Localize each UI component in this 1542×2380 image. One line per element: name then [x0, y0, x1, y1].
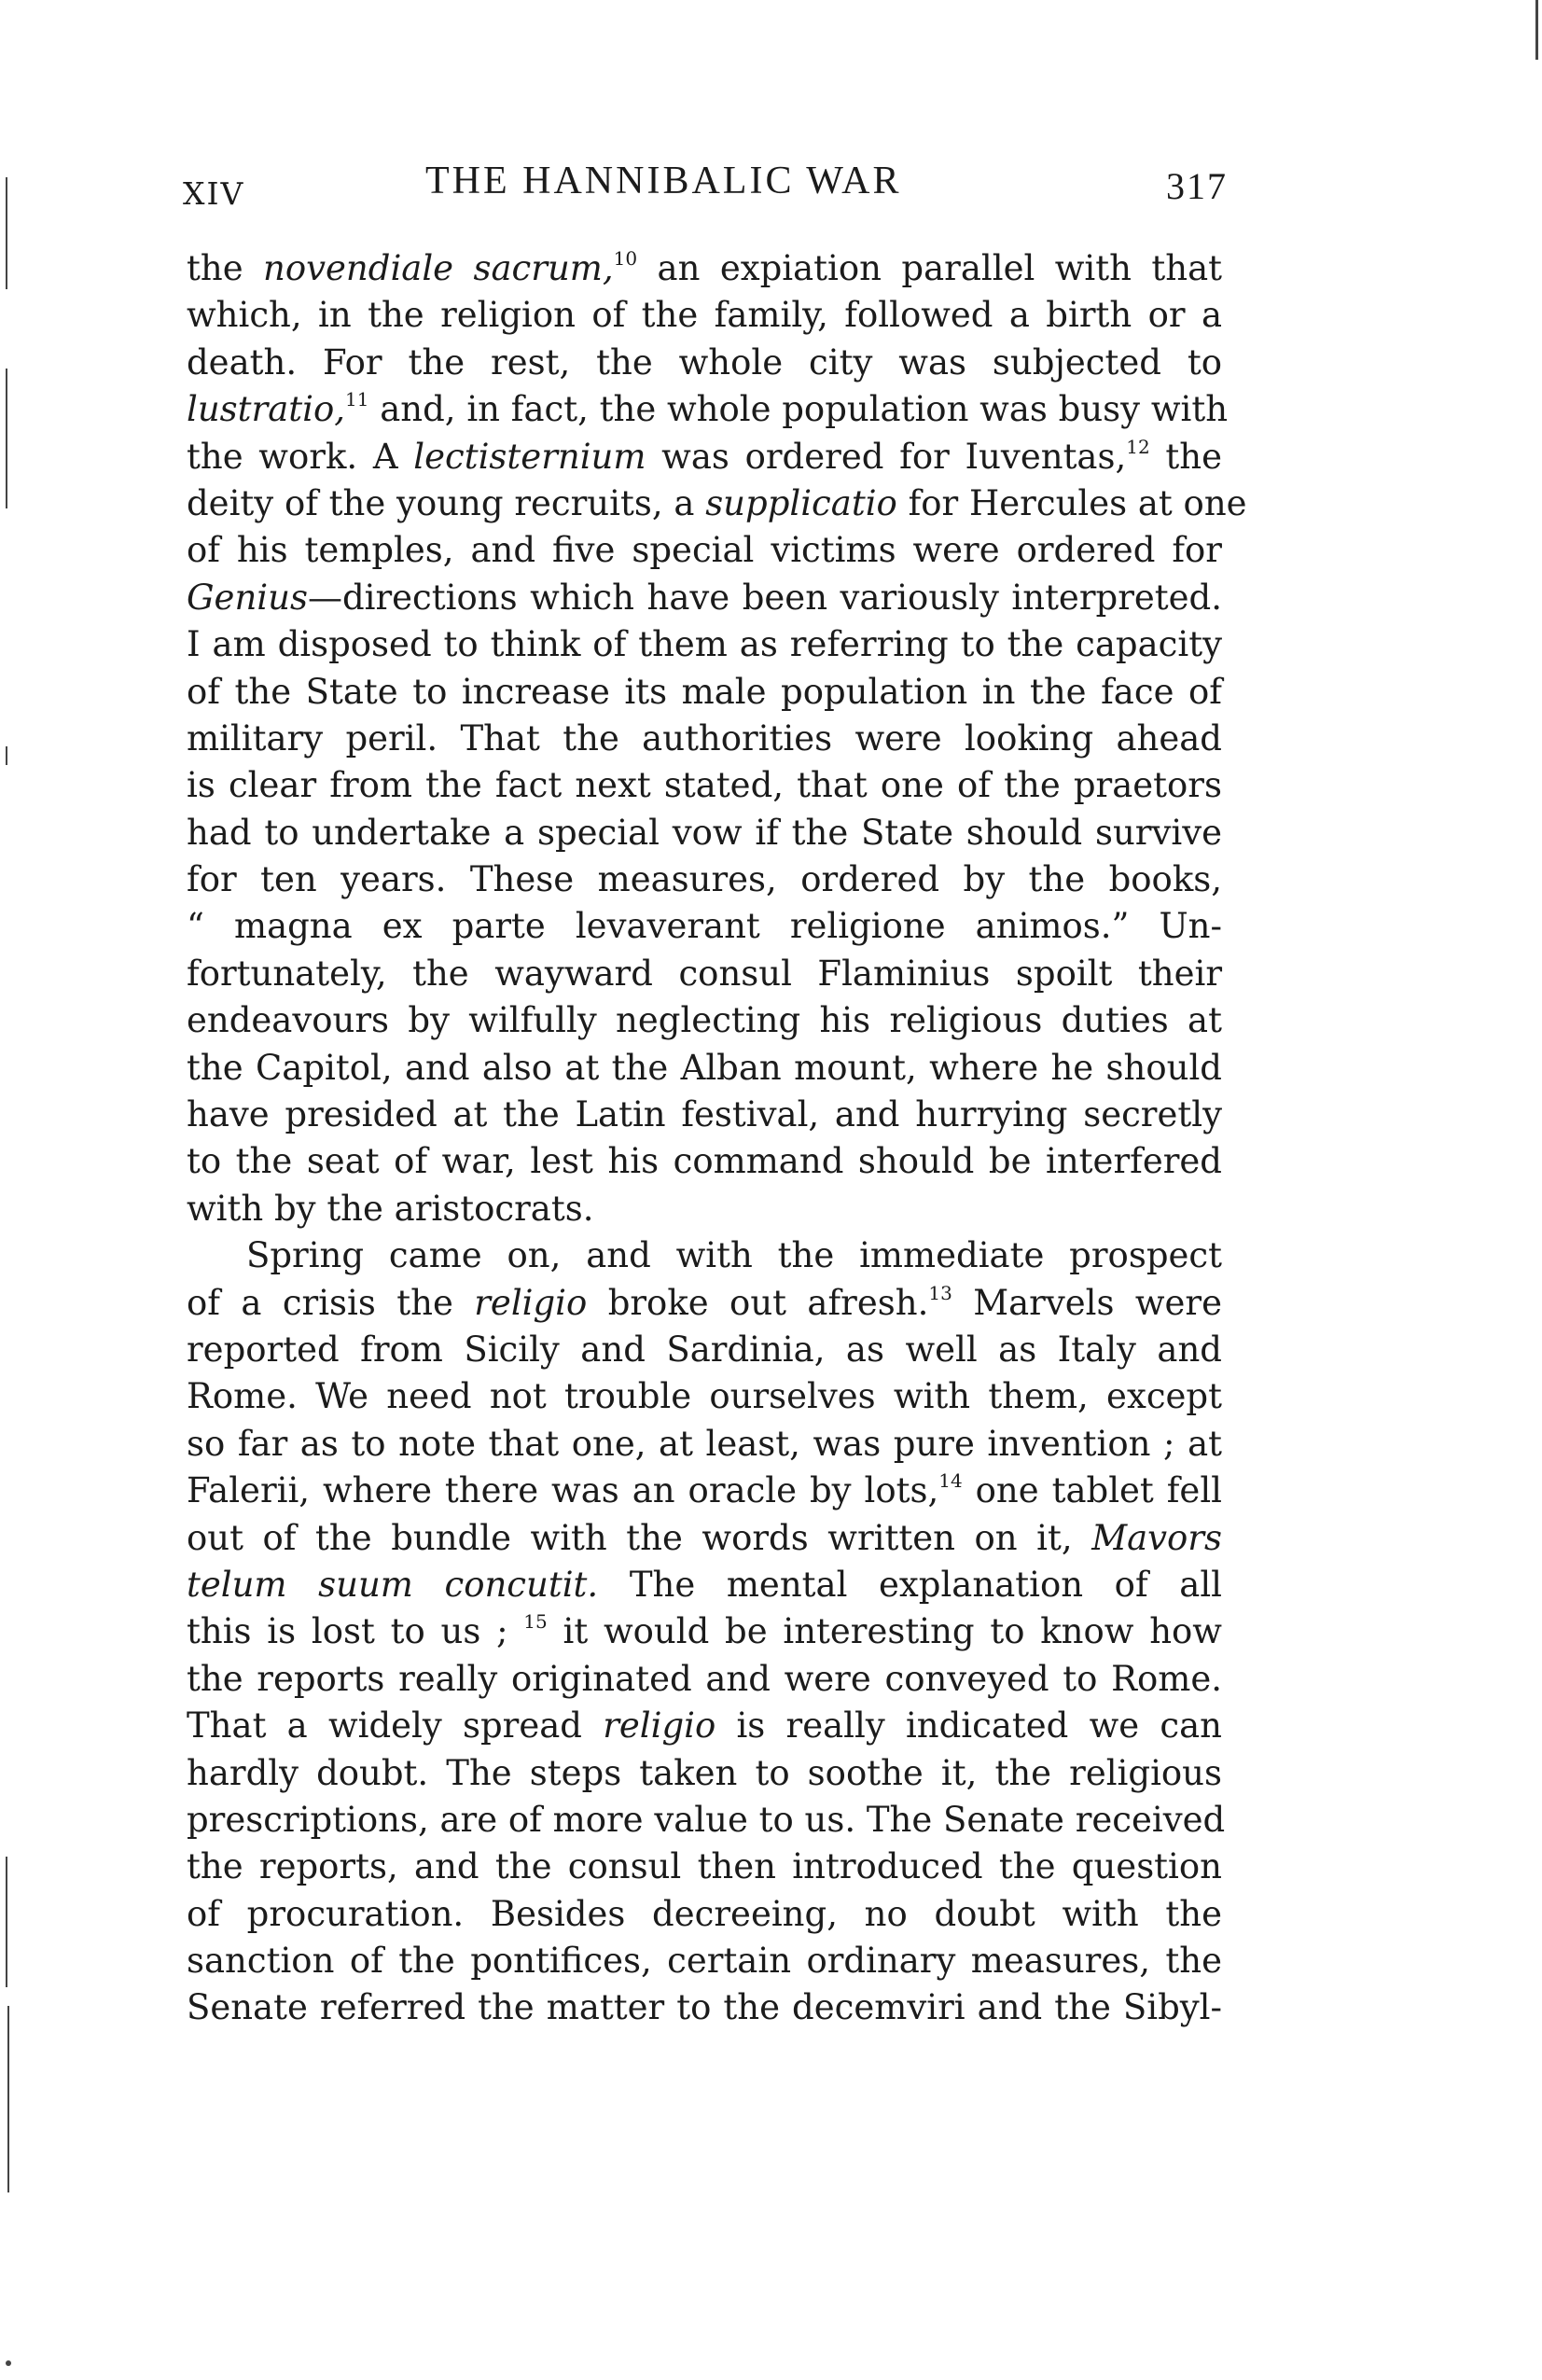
- text-line: [187, 810, 1222, 856]
- text-line: [187, 1984, 1222, 2031]
- text-line: [187, 386, 1229, 433]
- text-line: [187, 1232, 1222, 1279]
- text-segment: have presided at the Latin festival, and hurrying secretly: [187, 1094, 1222, 1135]
- text-segment: Marvels were: [952, 1282, 1222, 1323]
- text-segment: for Hercules at one: [896, 482, 1247, 523]
- text-segment: and, in fact, the whole population was busy with: [368, 389, 1229, 430]
- text-segment: reported from Sicily and Sardinia, as well as Italy and: [187, 1329, 1222, 1370]
- text-segment: of procuration. Besides decreeing, no doubt with the: [187, 1893, 1222, 1934]
- text-segment: “ magna ex parte levaverant religione animos.” Un-: [187, 906, 1222, 947]
- text-line: [187, 903, 1222, 950]
- italic-term: religio: [603, 1705, 716, 1747]
- text-segment: Senate referred the matter to the decemviri and the Sibyl-: [187, 1987, 1222, 2028]
- text-segment: prescriptions, are of more value to us. The Senate received: [187, 1799, 1226, 1840]
- text-segment: the work. A: [187, 436, 414, 477]
- italic-term: supplicatio: [705, 482, 897, 523]
- italic-term: religio: [474, 1282, 588, 1323]
- page-number: 317: [1166, 165, 1228, 207]
- running-title: THE HANNIBALIC WAR: [425, 160, 902, 202]
- italic-term: lustratio,: [187, 389, 346, 430]
- text-segment: endeavours by wilfully neglecting his religious duties at: [187, 1000, 1222, 1041]
- text-line: [187, 1373, 1222, 1420]
- italic-term: Genius: [187, 577, 308, 618]
- text-line: [187, 1844, 1222, 1890]
- text-segment: is really indicated we can: [715, 1705, 1222, 1747]
- text-line: [187, 1468, 1222, 1514]
- text-segment: That a widely spread: [187, 1705, 604, 1747]
- text-segment: fortunately, the wayward consul Flaminius spoilt their: [187, 953, 1222, 994]
- footnote-marker: 13: [928, 1281, 952, 1304]
- text-segment: for ten years. These measures, ordered by the books,: [187, 859, 1222, 900]
- text-segment: which, in the religion of the family, followed a birth or a: [187, 295, 1222, 336]
- text-segment: military peril. That the authorities were looking ahead: [187, 717, 1222, 759]
- text-line: [187, 856, 1222, 903]
- text-line: [187, 1703, 1222, 1749]
- text-segment: one tablet fell: [962, 1470, 1222, 1511]
- footnote-marker: 10: [613, 247, 638, 270]
- text-line: [187, 1891, 1222, 1938]
- text-line: [187, 1327, 1222, 1373]
- text-line: [187, 1608, 1222, 1655]
- scan-edge-mark: [6, 746, 7, 765]
- text-segment: hardly doubt. The steps taken to soothe it, the religious: [187, 1752, 1222, 1793]
- italic-term: lectisternium: [413, 436, 646, 477]
- text-segment: the: [187, 248, 264, 288]
- text-segment: I am disposed to think of them as referring to the capacity: [187, 624, 1222, 665]
- text-line: [187, 292, 1222, 339]
- footnote-marker: 14: [938, 1469, 963, 1493]
- text-segment: Spring came on, and with the immediate prospect: [246, 1235, 1222, 1276]
- scan-edge-mark: [7, 2006, 9, 2192]
- text-line: [187, 716, 1222, 762]
- text-segment: an expiation parallel with that: [637, 248, 1223, 288]
- text-line: [187, 527, 1222, 574]
- text-line: [187, 1092, 1222, 1138]
- italic-term: telum suum concutit.: [187, 1564, 599, 1605]
- text-segment: of his temples, and five special victims were ordered for: [187, 530, 1222, 571]
- text-segment: broke out afresh.: [587, 1282, 929, 1323]
- text-line: [187, 997, 1222, 1044]
- text-segment: out of the bundle with the words written on it,: [187, 1517, 1092, 1558]
- text-segment: the reports, and the consul then introduced the question: [187, 1846, 1222, 1887]
- text-segment: with by the aristocrats.: [187, 1188, 594, 1229]
- footnote-marker: 12: [1126, 435, 1150, 458]
- text-line: [187, 480, 1247, 527]
- text-line: [187, 762, 1222, 809]
- text-line: [187, 951, 1222, 997]
- text-line: [187, 1186, 1222, 1232]
- text-segment: deity of the young recruits, a: [187, 482, 706, 523]
- text-segment: of the State to increase its male population in the face of: [187, 671, 1222, 712]
- text-line: [187, 575, 1222, 621]
- text-line: [187, 1656, 1222, 1703]
- text-line: [187, 1045, 1222, 1092]
- text-line: [187, 1938, 1222, 1984]
- text-segment: so far as to note that one, at least, was pure invention ; at: [187, 1423, 1222, 1464]
- scan-edge-mark: [6, 177, 7, 289]
- text-line: [187, 1750, 1222, 1797]
- footnote-marker: 11: [345, 388, 369, 411]
- text-line: [187, 621, 1222, 668]
- text-segment: The mental explanation of all: [598, 1564, 1222, 1605]
- text-segment: the: [1149, 436, 1223, 477]
- scan-edge-mark: [1535, 0, 1538, 60]
- text-segment: of a crisis the: [187, 1282, 475, 1323]
- italic-term: Mavors: [1091, 1517, 1222, 1558]
- text-segment: death. For the rest, the whole city was subjected to: [187, 341, 1222, 383]
- text-segment: was ordered for Iuventas,: [646, 436, 1127, 477]
- text-segment: sanction of the pontifices, certain ordinary measures, the: [187, 1941, 1222, 1982]
- text-line: [187, 1515, 1222, 1562]
- scan-edge-mark: [6, 2360, 11, 2366]
- text-line: [187, 1280, 1222, 1327]
- chapter-number: XIV: [183, 175, 245, 212]
- text-segment: the Capitol, and also at the Alban mount, where he should: [187, 1047, 1222, 1088]
- text-line: [187, 1138, 1222, 1185]
- footnote-marker: 15: [523, 1610, 548, 1634]
- scan-edge-mark: [6, 369, 7, 508]
- text-segment: this is lost to us ;: [187, 1611, 524, 1652]
- text-line: [187, 1421, 1222, 1468]
- text-segment: —directions which have been variously interpreted.: [307, 577, 1222, 618]
- text-line: [187, 245, 1222, 292]
- text-segment: to the seat of war, lest his command should be interfered: [187, 1141, 1222, 1182]
- page-header: [183, 159, 1228, 224]
- text-line: [187, 1797, 1226, 1844]
- italic-term: novendiale sacrum,: [263, 248, 614, 288]
- text-line: [187, 1562, 1222, 1608]
- text-line: [187, 669, 1222, 716]
- text-line: [187, 340, 1222, 386]
- text-segment: the reports really originated and were conveyed to Rome.: [187, 1658, 1222, 1699]
- text-segment: Rome. We need not trouble ourselves with them, except: [187, 1376, 1222, 1417]
- body-text: [187, 245, 1247, 2032]
- text-line: [187, 434, 1222, 480]
- text-segment: had to undertake a special vow if the State should survive: [187, 812, 1222, 853]
- text-segment: Falerii, where there was an oracle by lots,: [187, 1470, 939, 1511]
- text-segment: it would be interesting to know how: [547, 1611, 1222, 1652]
- scan-edge-mark: [6, 1857, 7, 1987]
- text-segment: is clear from the fact next stated, that one of the praetors: [187, 765, 1222, 806]
